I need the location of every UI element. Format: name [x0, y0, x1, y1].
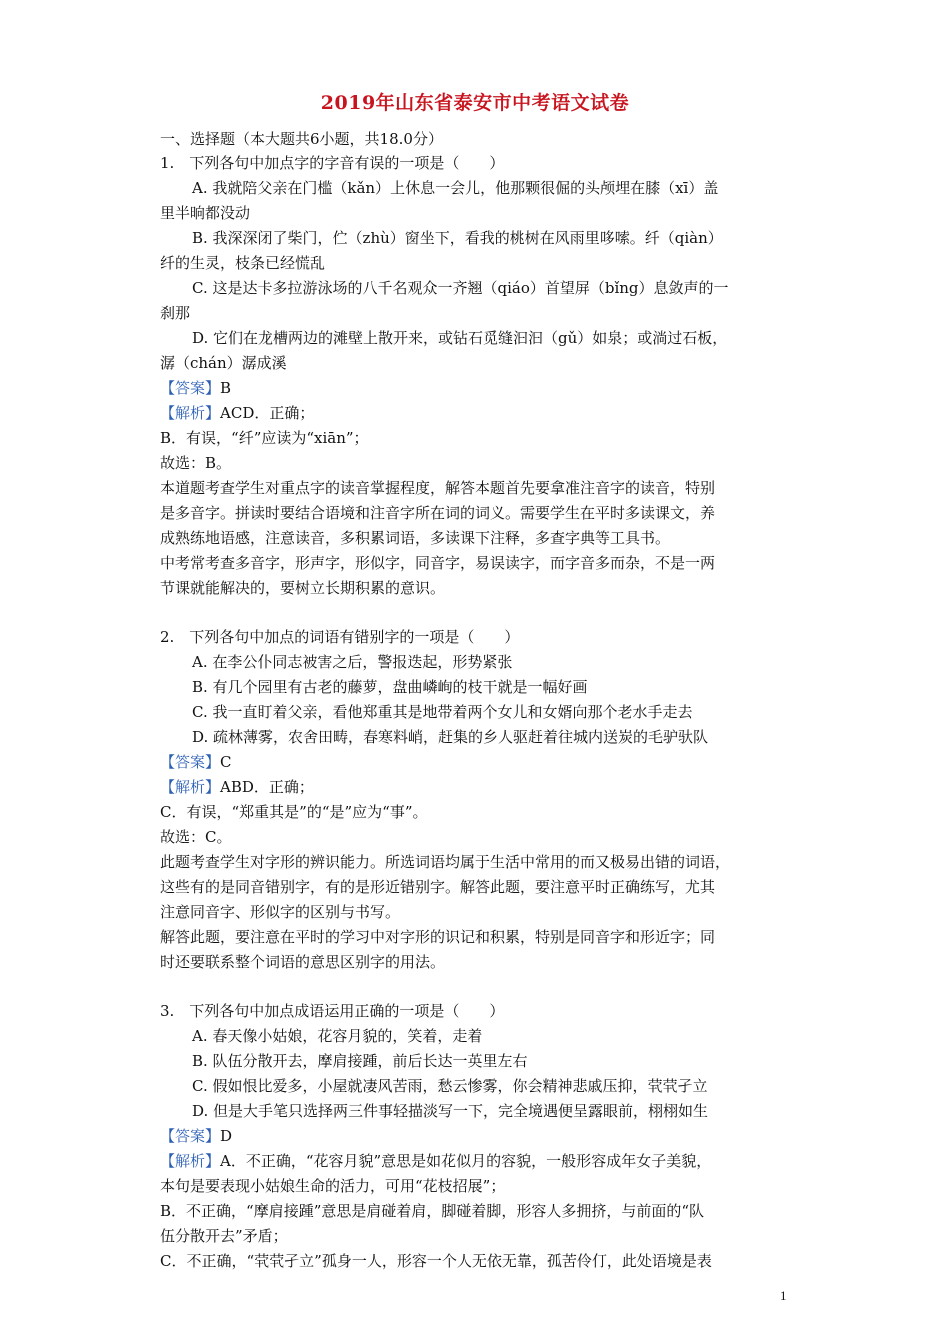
q3-answer	[160, 1125, 790, 1147]
section-header: 一、选择题（本大题共6小题，共18.0分）	[160, 130, 443, 148]
q2-explanation: 解答此题，要注意在平时的学习中对字形的识记和积累，特别是同音字和形近字；同	[160, 928, 716, 946]
q3-explanation: B．不正确，“摩肩接踵”意思是肩碰着肩，脚碰着脚，形容人多拥挤，与前面的“队	[160, 1202, 705, 1220]
q2-option-a: A. 在李公仆同志被害之后，警报迭起，形势紧张	[192, 653, 513, 671]
q3-analysis	[160, 1150, 790, 1172]
q3-option-a: A. 春天像小姑娘，花容月貌的，笑着，走着	[192, 1027, 483, 1045]
q1-explanation: 是多音字。拼读时要结合语境和注音字所在词的词义。需要学生在平时多读课文，养	[160, 504, 716, 522]
q1-explanation: B．有误，“纤”应读为“xiān”；	[160, 429, 369, 447]
q3-answer-value: D	[220, 1127, 233, 1145]
q1-answer-value: B	[220, 379, 232, 397]
q2-explanation: 注意同音字、形似字的区别与书写。	[160, 903, 401, 921]
q2-option-b: B. 有几个园里有古老的藤萝，盘曲嶙峋的枝干就是一幅好画	[192, 678, 588, 696]
q1-option-b: B. 我深深闭了柴门，伫（zhù）窗坐下，看我的桃树在风雨里哆嗦。纤（qiàn）	[192, 229, 723, 247]
q1-explanation: 故选：B。	[160, 454, 232, 472]
q1-option-c: C. 这是达卡多拉游泳场的八千名观众一齐翘（qiáo）首望屏（bǐng）息敛声的一	[192, 279, 729, 297]
q1-option-a: A. 我就陪父亲在门槛（kǎn）上休息一会儿，他那颗很倔的头颅埋在膝（xī）盖	[192, 179, 719, 197]
q3-explanation: C．不正确，“茕茕孑立”孤身一人，形容一个人无依无靠，孤苦伶仃，此处语境是表	[160, 1252, 712, 1270]
q1-explanation: 本道题考查学生对重点字的读音掌握程度，解答本题首先要拿准注音字的读音，特别	[160, 479, 716, 497]
q3-stem: 3. 下列各句中加点成语运用正确的一项是（ ）	[160, 1002, 505, 1020]
q2-analysis	[160, 776, 790, 798]
q3-option-c: C. 假如恨比爱多，小屋就凄风苦雨，愁云惨雾，你会精神悲戚压抑，茕茕孑立	[192, 1077, 708, 1095]
q1-explanation: 节课就能解决的，要树立长期积累的意识。	[160, 579, 446, 597]
q1-option-d-cont: 潺（chán）潺成溪	[160, 354, 287, 372]
q3-option-d: D. 但是大手笔只选择两三件事轻描淡写一下，完全境遇便呈露眼前，栩栩如生	[192, 1102, 709, 1120]
q1-analysis	[160, 402, 790, 424]
q2-answer	[160, 751, 790, 773]
q1-analysis-text: ACD．正确；	[220, 404, 315, 422]
q2-stem: 2. 下列各句中加点的词语有错别字的一项是（ ）	[160, 628, 520, 646]
q2-option-d: D. 疏林薄雾，农舍田畴，春寒料峭，赶集的乡人驱赶着往城内送炭的毛驴驮队	[192, 728, 709, 746]
q1-stem: 1. 下列各句中加点字的字音有误的一项是（ ）	[160, 154, 505, 172]
q2-answer-value: C	[220, 753, 232, 771]
q3-analysis-text: A．不正确，“花容月貌”意思是如花似月的容貌，一般形容成年女子美貌，	[220, 1152, 712, 1170]
q1-explanation: 中考常考查多音字，形声字，形似字，同音字，易误读字，而字音多而杂，不是一两	[160, 554, 716, 572]
analysis-tag: 【解析】	[160, 1152, 221, 1170]
q2-explanation: 这些有的是同音错别字，有的是形近错别字。解答此题，要注意平时正确练写，尤其	[160, 878, 716, 896]
q1-option-d: D. 它们在龙槽两边的滩壁上散开来，或钻石觅缝汩汩（gǔ）如泉；或淌过石板，	[192, 329, 728, 347]
q1-option-c-cont: 刹那	[160, 304, 191, 322]
q2-explanation: 故选：C。	[160, 828, 232, 846]
page-number: 1	[780, 1288, 787, 1303]
q3-explanation: 本句是要表现小姑娘生命的活力，可用“花枝招展”；	[160, 1177, 506, 1195]
q3-explanation: 伍分散开去”矛盾；	[160, 1227, 288, 1245]
q2-explanation: 时还要联系整个词语的意思区别字的用法。	[160, 953, 446, 971]
q2-analysis-text: ABD．正确；	[220, 778, 314, 796]
exam-title: 2019年山东省泰安市中考语文试卷	[320, 92, 630, 114]
q2-option-c: C. 我一直盯着父亲，看他郑重其是地带着两个女儿和女婿向那个老水手走去	[192, 703, 693, 721]
q2-explanation: C．有误，“郑重其是”的“是”应为“事”。	[160, 803, 428, 821]
analysis-tag: 【解析】	[160, 778, 221, 796]
answer-tag: 【答案】	[160, 753, 221, 771]
q3-option-b: B. 队伍分散开去，摩肩接踵，前后长达一英里左右	[192, 1052, 528, 1070]
answer-tag: 【答案】	[160, 379, 221, 397]
q2-explanation: 此题考查学生对字形的辨识能力。所选词语均属于生活中常用的而又极易出错的词语，	[160, 853, 731, 871]
q1-explanation: 成熟练地语感，注意读音，多积累词语，多读课下注释，多查字典等工具书。	[160, 529, 671, 547]
analysis-tag: 【解析】	[160, 404, 221, 422]
answer-tag: 【答案】	[160, 1127, 221, 1145]
q1-answer	[160, 377, 790, 399]
q1-option-b-cont: 纤的生灵，枝条已经慌乱	[160, 254, 326, 272]
q1-option-a-cont: 里半晌都没动	[160, 204, 251, 222]
